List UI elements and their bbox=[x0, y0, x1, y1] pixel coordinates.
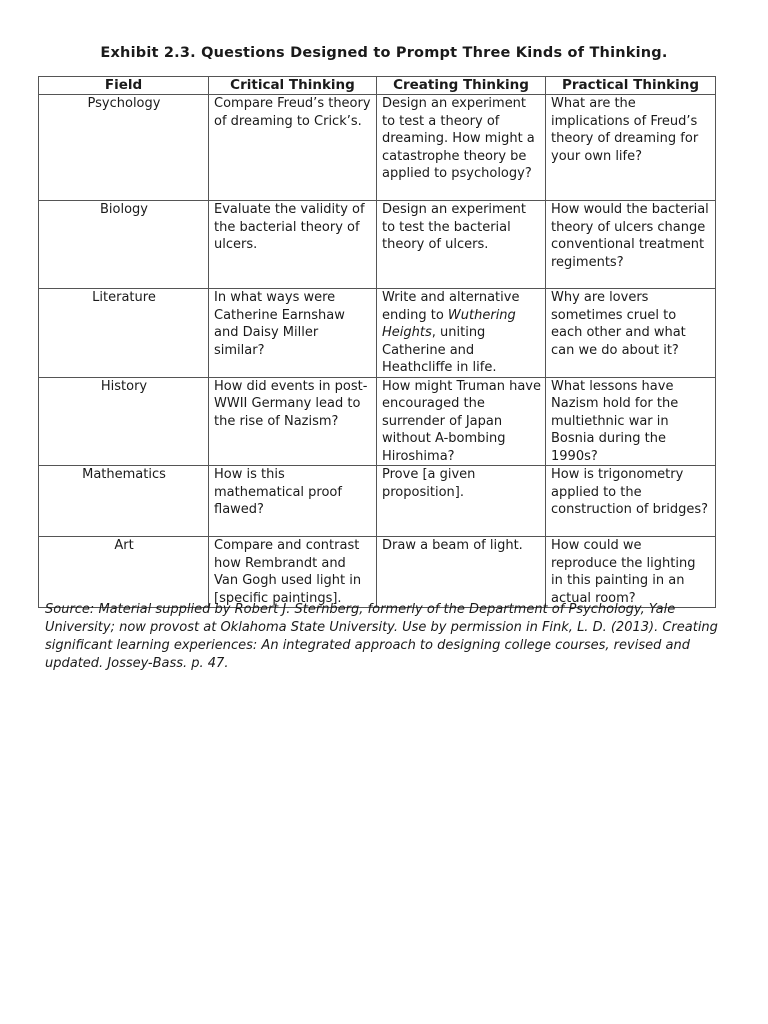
critical-cell: How is this mathematical proof flawed? bbox=[209, 466, 377, 537]
field-cell: Psychology bbox=[39, 95, 209, 201]
creating-cell bbox=[377, 466, 546, 537]
table-row bbox=[39, 537, 716, 608]
table-row bbox=[39, 466, 716, 537]
table-row bbox=[39, 201, 716, 289]
critical-cell: How did events in post-WWII Germany lead to the rise of Nazism? bbox=[209, 377, 377, 466]
creating-cell bbox=[377, 201, 546, 289]
creating-text: Design an experiment to test a theory of dreaming. How might a catastrophe theory be applied to psychology? bbox=[382, 96, 535, 181]
practical-cell: How is trigonometry applied to the construction of bridges? bbox=[546, 466, 716, 537]
critical-cell: Compare and contrast how Rembrandt and Van Gogh used light in [specific paintings]. bbox=[209, 537, 377, 608]
thinking-questions-table bbox=[38, 76, 716, 608]
creating-text: Draw a beam of light. bbox=[382, 538, 523, 553]
table-row bbox=[39, 95, 716, 201]
practical-cell: Why are lovers sometimes cruel to each other and what can we do about it? bbox=[546, 289, 716, 378]
field-cell: Mathematics bbox=[39, 466, 209, 537]
header-field: Field bbox=[39, 77, 209, 95]
critical-cell: Evaluate the validity of the bacterial theory of ulcers. bbox=[209, 201, 377, 289]
creating-text: How might Truman have encouraged the surrender of Japan without A-bombing Hiroshima? bbox=[382, 378, 542, 464]
practical-cell: How would the bacterial theory of ulcers change conventional treatment regiments? bbox=[546, 201, 716, 289]
creating-text: Prove [a given proposition]. bbox=[382, 467, 476, 500]
field-cell: Biology bbox=[39, 201, 209, 289]
table-row bbox=[39, 289, 716, 378]
critical-cell: Compare Freud’s theory of dreaming to Crick’s. bbox=[209, 95, 377, 201]
creating-cell bbox=[377, 377, 546, 466]
field-cell: Literature bbox=[39, 289, 209, 378]
source-citation: Source: Material supplied by Robert J. Sternberg, formerly of the Department of Psychology, Yale University; now provost at Oklahoma State University. Use by permission in Fink, L. D. (2013). Creating significant learning experiences: An integrated approach to designing college courses, revised and updated. Jossey-Bass. p. 47. bbox=[45, 602, 718, 671]
header-creating-thinking: Creating Thinking bbox=[377, 77, 546, 95]
creating-cell bbox=[377, 289, 546, 378]
practical-cell: What lessons have Nazism hold for the multiethnic war in Bosnia during the 1990s? bbox=[546, 377, 716, 466]
creating-cell bbox=[377, 95, 546, 201]
table-row bbox=[39, 377, 716, 466]
critical-cell: In what ways were Catherine Earnshaw and Daisy Miller similar? bbox=[209, 289, 377, 378]
practical-cell: How could we reproduce the lighting in this painting in an actual room? bbox=[546, 537, 716, 608]
creating-text: Write and alternative ending to bbox=[382, 290, 520, 323]
header-practical-thinking: Practical Thinking bbox=[546, 77, 716, 95]
header-row bbox=[39, 77, 716, 95]
exhibit-title: Exhibit 2.3. Questions Designed to Prompt Three Kinds of Thinking. bbox=[100, 45, 668, 61]
creating-text: Design an experiment to test the bacterial theory of ulcers. bbox=[382, 202, 527, 252]
creating-italic-text: Wuthering Heights bbox=[382, 307, 516, 340]
header-critical-thinking: Critical Thinking bbox=[209, 77, 377, 95]
creating-text-tail: , uniting Catherine and Heathcliffe in life. bbox=[382, 325, 497, 375]
field-cell: Art bbox=[39, 537, 209, 608]
field-cell: History bbox=[39, 377, 209, 466]
practical-cell: What are the implications of Freud’s theory of dreaming for your own life? bbox=[546, 95, 716, 201]
creating-cell bbox=[377, 537, 546, 608]
